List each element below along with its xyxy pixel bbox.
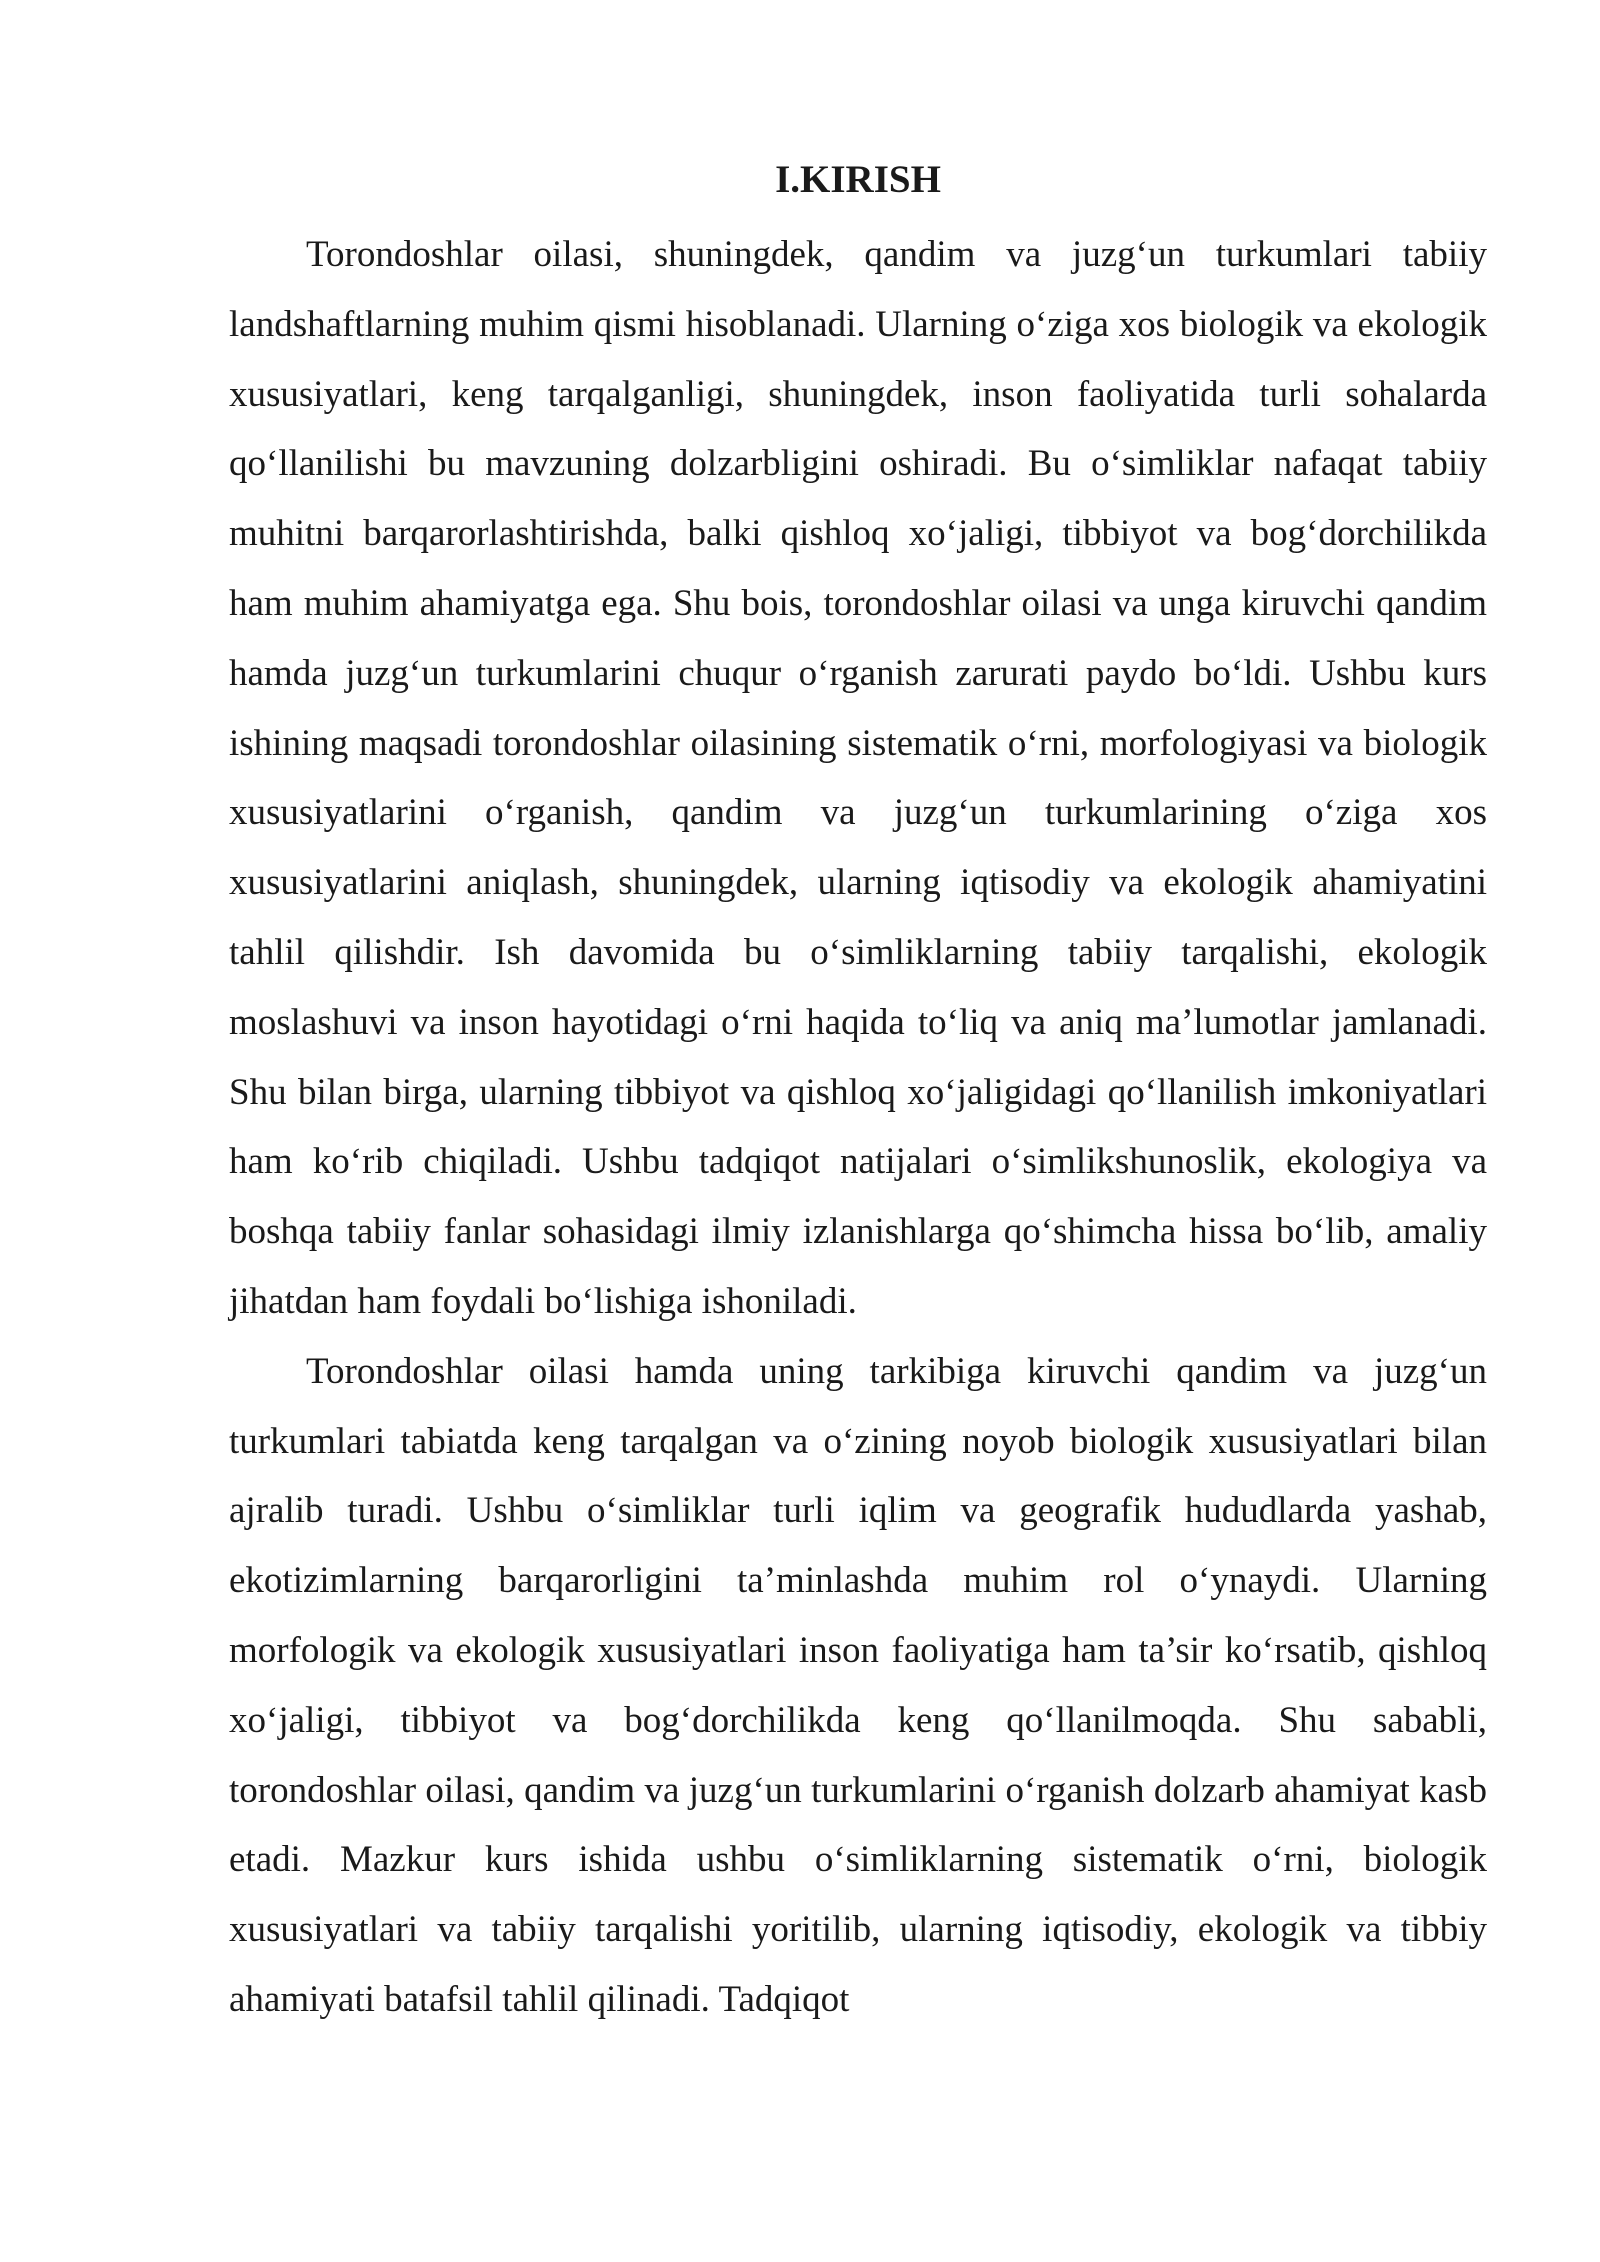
- paragraph-2: Torondoshlar oilasi hamda uning tarkibiga kiruvchi qandim va juzg‘un turkumlari tabiatda keng tarqalgan va o‘zining noyob biologik xususiyatlari bilan ajralib turadi. Ushbu o‘simliklar turli iqlim va geografik hududlarda yashab, ekotizimlarning barqarorligini ta’minlashda muhim rol o‘ynaydi. Ularning morfologik va ekologik xususiyatlari inson faoliyatiga ham ta’sir ko‘rsatib, qishloq xo‘jaligi, tibbiyot va bog‘dorchilikda keng qo‘llanilmoqda. Shu sababli, torondoshlar oilasi, qandim va juzg‘un turkumlarini o‘rganish dolzarb ahamiyat kasb etadi. Mazkur kurs ishida ushbu o‘simliklarning sistematik o‘rni, biologik xususiyatlari va tabiiy tarqalishi yoritilib, ularning iqtisodiy, ekologik va tibbiy ahamiyati batafsil tahlil qilinadi. Tadqiqot: [229, 1350, 1487, 2020]
- paragraph-1: Torondoshlar oilasi, shuningdek, qandim va juzg‘un turkumlari tabiiy landshaftlarning muhim qismi hisoblanadi. Ularning o‘ziga xos biologik va ekologik xususiyatlari, keng tarqalganligi, shuningdek, inson faoliyatida turli sohalarda qo‘llanilishi bu mavzuning dolzarbligini oshiradi. Bu o‘simliklar nafaqat tabiiy muhitni barqarorlashtirishda, balki qishloq xo‘jaligi, tibbiyot va bog‘dorchilikda ham muhim ahamiyatga ega. Shu bois, torondoshlar oilasi va unga kiruvchi qandim hamda juzg‘un turkumlarini chuqur o‘rganish zarurati paydo bo‘ldi. Ushbu kurs ishining maqsadi torondoshlar oilasining sistematik o‘rni, morfologiyasi va biologik xususiyatlarini o‘rganish, qandim va juzg‘un turkumlarining o‘ziga xos xususiyatlarini aniqlash, shuningdek, ularning iqtisodiy va ekologik ahamiyatini tahlil qilishdir. Ish davomida bu o‘simliklarning tabiiy tarqalishi, ekologik moslashuvi va inson hayotidagi o‘rni haqida to‘liq va aniq ma’lumotlar jamlanadi. Shu bilan birga, ularning tibbiyot va qishloq xo‘jaligidagi qo‘llanilish imkoniyatlari ham ko‘rib chiqiladi. Ushbu tadqiqot natijalari o‘simlikshunoslik, ekologiya va boshqa tabiiy fanlar sohasidagi ilmiy izlanishlarga qo‘shimcha hissa bo‘lib, amaliy jihatdan ham foydali bo‘lishiga ishoniladi.: [229, 234, 1487, 1322]
- page-title: I.KIRISH: [775, 158, 941, 201]
- document-body: [229, 150, 1487, 2035]
